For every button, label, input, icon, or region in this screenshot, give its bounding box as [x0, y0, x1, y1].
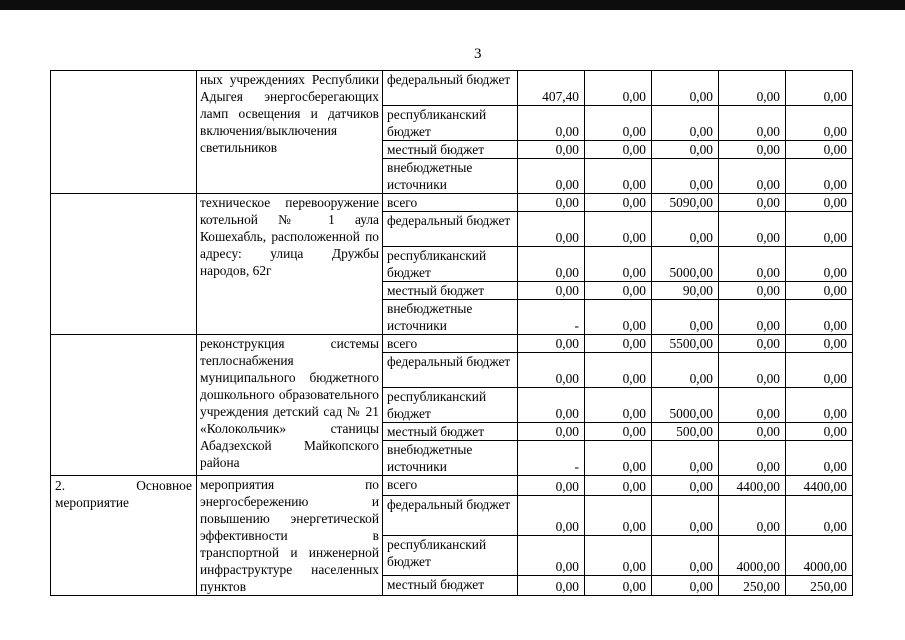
value-cell: 0,00	[585, 71, 652, 106]
value-cell: 0,00	[518, 212, 585, 247]
value-cell: 0,00	[585, 194, 652, 212]
value-cell: 0,00	[585, 247, 652, 282]
value-cell: 0,00	[518, 535, 585, 575]
value-cell: 0,00	[786, 423, 853, 441]
value-cell: 0,00	[786, 282, 853, 300]
value-cell: 4000,00	[719, 535, 786, 575]
value-cell: 0,00	[719, 496, 786, 536]
funding-source-cell: местный бюджет	[383, 141, 518, 159]
value-cell: 0,00	[719, 423, 786, 441]
value-cell: 0,00	[786, 247, 853, 282]
value-cell: 0,00	[585, 106, 652, 141]
value-cell: 0,00	[652, 212, 719, 247]
funding-source-cell: федеральный бюджет	[383, 496, 518, 536]
value-cell: 0,00	[585, 159, 652, 194]
value-cell: 0,00	[518, 141, 585, 159]
value-cell: 0,00	[719, 106, 786, 141]
value-cell: 0,00	[719, 335, 786, 353]
program-cell	[51, 194, 197, 335]
value-cell: 0,00	[652, 106, 719, 141]
funding-source-cell: республиканский бюджет	[383, 106, 518, 141]
value-cell: 0,00	[719, 388, 786, 423]
value-cell: 5000,00	[652, 247, 719, 282]
program-cell	[51, 335, 197, 476]
program-cell	[51, 71, 197, 194]
value-cell: 500,00	[652, 423, 719, 441]
value-cell: 0,00	[518, 282, 585, 300]
value-cell: 0,00	[518, 496, 585, 536]
value-cell: 0,00	[652, 441, 719, 476]
funding-source-cell: местный бюджет	[383, 423, 518, 441]
value-cell: 0,00	[585, 535, 652, 575]
funding-source-cell: республиканский бюджет	[383, 388, 518, 423]
scan-top-border	[0, 0, 905, 10]
value-cell: 0,00	[786, 353, 853, 388]
value-cell: 0,00	[585, 388, 652, 423]
value-cell: 0,00	[786, 335, 853, 353]
value-cell: -	[518, 441, 585, 476]
value-cell: 5090,00	[652, 194, 719, 212]
value-cell: 0,00	[585, 496, 652, 536]
value-cell: 90,00	[652, 282, 719, 300]
value-cell: 0,00	[786, 388, 853, 423]
value-cell: 0,00	[786, 141, 853, 159]
value-cell: 0,00	[518, 159, 585, 194]
value-cell: 4400,00	[719, 476, 786, 496]
table-row	[51, 476, 853, 496]
value-cell: 0,00	[518, 476, 585, 496]
value-cell: 0,00	[786, 496, 853, 536]
funding-source-cell: федеральный бюджет	[383, 353, 518, 388]
value-cell: 0,00	[585, 335, 652, 353]
value-cell: 250,00	[786, 575, 853, 595]
value-cell: 0,00	[652, 575, 719, 595]
funding-source-cell: внебюджетные источники	[383, 159, 518, 194]
funding-table	[50, 70, 853, 596]
value-cell: 4400,00	[786, 476, 853, 496]
funding-source-cell: всего	[383, 194, 518, 212]
funding-source-cell: федеральный бюджет	[383, 212, 518, 247]
value-cell: 0,00	[585, 212, 652, 247]
value-cell: 0,00	[652, 71, 719, 106]
program-cell: 2. Основное мероприятие	[51, 476, 197, 596]
value-cell: 0,00	[652, 496, 719, 536]
value-cell: 0,00	[719, 247, 786, 282]
value-cell: 0,00	[585, 423, 652, 441]
value-cell: 0,00	[652, 353, 719, 388]
funding-source-cell: местный бюджет	[383, 282, 518, 300]
value-cell: 0,00	[518, 335, 585, 353]
value-cell: 0,00	[585, 353, 652, 388]
value-cell: 0,00	[652, 476, 719, 496]
value-cell: 0,00	[786, 194, 853, 212]
value-cell: 0,00	[585, 282, 652, 300]
funding-source-cell: внебюджетные источники	[383, 300, 518, 335]
funding-source-cell: республиканский бюджет	[383, 535, 518, 575]
value-cell: 0,00	[719, 212, 786, 247]
table-row	[51, 335, 853, 353]
page-number: 3	[474, 46, 482, 62]
table-row	[51, 71, 853, 106]
value-cell: 4000,00	[786, 535, 853, 575]
value-cell: 0,00	[518, 194, 585, 212]
value-cell: 0,00	[652, 159, 719, 194]
value-cell: 0,00	[518, 388, 585, 423]
value-cell: 0,00	[585, 441, 652, 476]
value-cell: 0,00	[719, 141, 786, 159]
value-cell: 0,00	[719, 194, 786, 212]
value-cell: 0,00	[719, 300, 786, 335]
value-cell: 0,00	[518, 106, 585, 141]
funding-source-cell: республиканский бюджет	[383, 247, 518, 282]
value-cell: 5000,00	[652, 388, 719, 423]
value-cell: 0,00	[786, 106, 853, 141]
value-cell: 0,00	[585, 300, 652, 335]
funding-source-cell: местный бюджет	[383, 575, 518, 595]
value-cell: 0,00	[652, 535, 719, 575]
value-cell: 0,00	[786, 300, 853, 335]
value-cell: 0,00	[518, 423, 585, 441]
value-cell: 0,00	[786, 212, 853, 247]
value-cell: 0,00	[786, 441, 853, 476]
measure-cell: мероприятия по энергосбережению и повышению энергетической эффективности в транспортной и инженерной инфраструктуре населенных пунктов	[197, 476, 383, 596]
measure-cell: ных учреждениях Республики Адыгея энергосберегающих ламп освещения и датчиков включения/выключения светильников	[197, 71, 383, 194]
value-cell: 0,00	[719, 353, 786, 388]
value-cell: 0,00	[585, 141, 652, 159]
funding-source-cell: всего	[383, 335, 518, 353]
funding-source-cell: внебюджетные источники	[383, 441, 518, 476]
value-cell: 0,00	[518, 247, 585, 282]
table-row	[51, 194, 853, 212]
measure-cell: реконструкция системы теплоснабжения муниципального бюджетного дошкольного образовательного учреждения детский сад № 21 «Колокольчик» станицы Абадзехской Майкопского района	[197, 335, 383, 476]
value-cell: 0,00	[719, 282, 786, 300]
value-cell: 0,00	[719, 71, 786, 106]
value-cell: 250,00	[719, 575, 786, 595]
value-cell: 0,00	[652, 300, 719, 335]
value-cell: 0,00	[719, 159, 786, 194]
value-cell: 0,00	[518, 575, 585, 595]
value-cell: 0,00	[719, 441, 786, 476]
value-cell: 0,00	[585, 476, 652, 496]
funding-source-cell: всего	[383, 476, 518, 496]
value-cell: 0,00	[518, 353, 585, 388]
value-cell: 0,00	[786, 159, 853, 194]
value-cell: 0,00	[786, 71, 853, 106]
funding-source-cell: федеральный бюджет	[383, 71, 518, 106]
value-cell: 0,00	[585, 575, 652, 595]
value-cell: -	[518, 300, 585, 335]
measure-cell: техническое перевооружение котельной № 1 аула Кошехабль, расположенной по адресу: улица Дружбы народов, 62г	[197, 194, 383, 335]
value-cell: 0,00	[652, 141, 719, 159]
value-cell: 5500,00	[652, 335, 719, 353]
value-cell: 407,40	[518, 71, 585, 106]
